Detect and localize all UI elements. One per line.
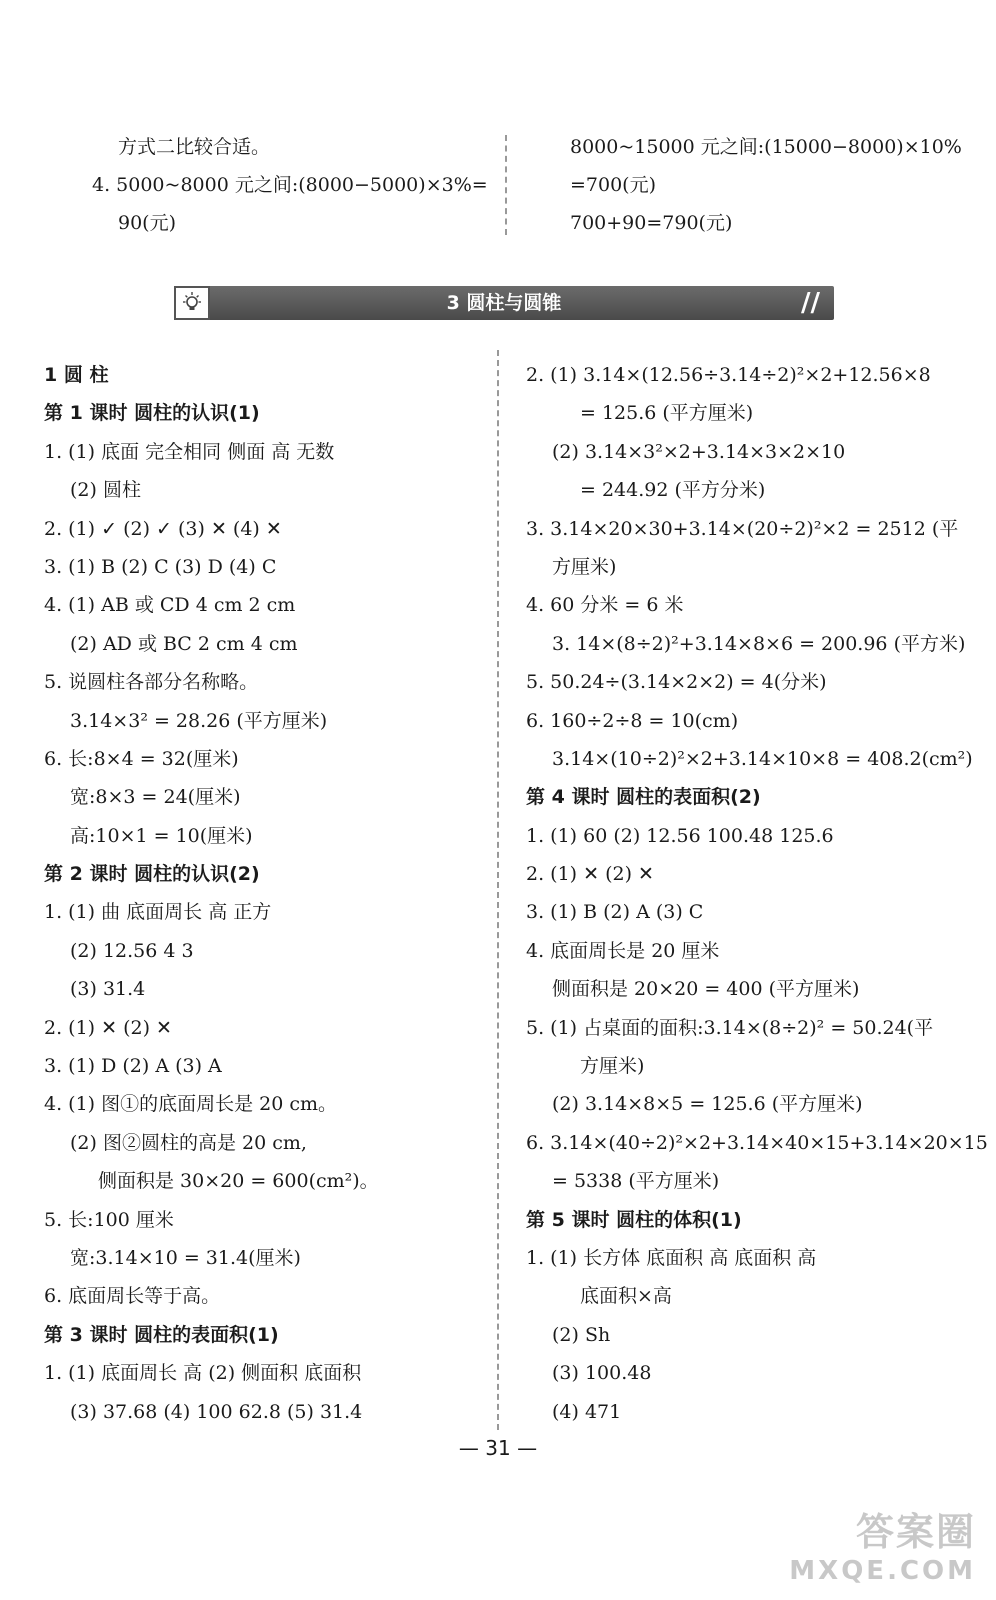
section-heading: 第 5 课时 圆柱的体积(1)	[526, 1208, 742, 1231]
answer-line: 3. 14×(8÷2)²+3.14×8×6 = 200.96 (平方米)	[552, 632, 966, 655]
answer-line: 侧面积是 30×20 = 600(cm²)。	[98, 1170, 379, 1193]
answer-line: 方厘米)	[580, 1055, 645, 1078]
answer-line: (2) 图②圆柱的高是 20 cm,	[70, 1131, 307, 1154]
answer-line: 5. (1) 占桌面的面积:3.14×(8÷2)² = 50.24(平	[526, 1016, 934, 1039]
watermark-logo	[789, 1501, 976, 1586]
answer-line: 6. 160÷2÷8 = 10(cm)	[526, 709, 739, 732]
answer-line: (3) 100.48	[552, 1362, 652, 1385]
answer-line: (2) Sh	[552, 1323, 611, 1346]
section-heading: 1 圆 柱	[44, 364, 109, 386]
section-banner	[174, 286, 834, 320]
answer-line: 5. 50.24÷(3.14×2×2) = 4(分米)	[526, 671, 827, 694]
section-heading: 第 4 课时 圆柱的表面积(2)	[526, 786, 761, 809]
text-line: 方式二比较合适。	[118, 136, 271, 158]
section-heading: 第 2 课时 圆柱的认识(2)	[44, 863, 260, 886]
answer-line: 高:10×1 = 10(厘米)	[70, 824, 253, 847]
text-line: =700(元)	[570, 174, 657, 196]
answer-line: 1. (1) 底面周长 高 (2) 侧面积 底面积	[44, 1362, 362, 1385]
answer-line: 3.14×3² = 28.26 (平方厘米)	[70, 709, 328, 732]
left-answer-column	[44, 356, 494, 1431]
text-line: 700+90=790(元)	[570, 212, 733, 234]
answer-line: = 244.92 (平方分米)	[580, 479, 766, 502]
answer-line: 6. 长:8×4 = 32(厘米)	[44, 747, 239, 770]
watermark-url: MXQE.COM	[789, 1556, 976, 1586]
answer-line: 宽:3.14×10 = 31.4(厘米)	[70, 1246, 301, 1269]
section-heading: 第 1 课时 圆柱的认识(1)	[44, 402, 260, 425]
text-line: 90(元)	[118, 212, 177, 234]
section-heading: 第 3 课时 圆柱的表面积(1)	[44, 1323, 279, 1346]
answer-line: 4. 底面周长是 20 厘米	[526, 939, 720, 962]
answer-line: 5. 长:100 厘米	[44, 1208, 174, 1231]
right-answer-column	[526, 356, 986, 1431]
answer-line: 6. 底面周长等于高。	[44, 1285, 221, 1308]
answer-line: 3. (1) B (2) A (3) C	[526, 901, 704, 924]
answer-line: 宽:8×3 = 24(厘米)	[70, 786, 241, 809]
banner-slash-decoration: //	[801, 288, 820, 318]
answer-line: 2. (1) ✕ (2) ✕	[526, 863, 654, 886]
answer-line: 3. (1) D (2) A (3) A	[44, 1055, 222, 1078]
answer-line: 2. (1) ✕ (2) ✕	[44, 1016, 172, 1039]
answer-line: 6. 3.14×(40÷2)²×2+3.14×40×15+3.14×20×15	[526, 1131, 988, 1154]
answer-line: 5. 说圆柱各部分名称略。	[44, 671, 259, 694]
answer-line: = 125.6 (平方厘米)	[580, 402, 754, 425]
answer-line: (2) 3.14×3²×2+3.14×3×2×10	[552, 440, 846, 463]
answer-line: 2. (1) ✓ (2) ✓ (3) ✕ (4) ✕	[44, 517, 282, 540]
column-divider-top	[505, 135, 507, 235]
answer-line: 1. (1) 底面 完全相同 侧面 高 无数	[44, 440, 335, 463]
answer-line: 4. 60 分米 = 6 米	[526, 594, 684, 617]
answer-line: 2. (1) 3.14×(12.56÷3.14÷2)²×2+12.56×8	[526, 364, 931, 386]
section-title: 3 圆柱与圆锥	[446, 292, 562, 314]
watermark-text: 答案圈	[855, 1510, 976, 1554]
answer-line: 底面积×高	[580, 1285, 672, 1308]
top-continuation	[0, 128, 996, 238]
answer-line: 1. (1) 曲 底面周长 高 正方	[44, 901, 272, 924]
top-left-column	[92, 128, 492, 242]
answer-line: = 5338 (平方厘米)	[552, 1170, 720, 1193]
answer-line: 1. (1) 长方体 底面积 高 底面积 高	[526, 1246, 817, 1269]
answer-line: 3. 3.14×20×30+3.14×(20÷2)²×2 = 2512 (平	[526, 517, 959, 540]
page-number: — 31 —	[458, 1436, 538, 1460]
column-divider-main	[497, 350, 499, 1430]
text-line: 8000~15000 元之间:(15000−8000)×10%	[570, 136, 962, 158]
answer-line: (3) 37.68 (4) 100 62.8 (5) 31.4	[70, 1400, 363, 1423]
answer-line: 3. (1) B (2) C (3) D (4) C	[44, 555, 277, 578]
text-line: 4. 5000~8000 元之间:(8000−5000)×3%=	[92, 174, 488, 196]
answer-line: (2) 圆柱	[70, 479, 141, 502]
answer-line: 4. (1) AB 或 CD 4 cm 2 cm	[44, 594, 296, 617]
answer-line: (4) 471	[552, 1400, 622, 1423]
answer-line: 1. (1) 60 (2) 12.56 100.48 125.6	[526, 824, 834, 847]
answer-line: (2) 3.14×8×5 = 125.6 (平方厘米)	[552, 1093, 863, 1116]
answer-line: 侧面积是 20×20 = 400 (平方厘米)	[552, 978, 860, 1001]
answer-line: 方厘米)	[552, 555, 617, 578]
answer-line: 4. (1) 图①的底面周长是 20 cm。	[44, 1093, 338, 1116]
answer-line: 3.14×(10÷2)²×2+3.14×10×8 = 408.2(cm²)	[552, 747, 973, 770]
answer-line: (3) 31.4	[70, 978, 146, 1001]
top-right-column	[570, 128, 970, 242]
answer-line: (2) AD 或 BC 2 cm 4 cm	[70, 632, 298, 655]
answer-line: (2) 12.56 4 3	[70, 939, 194, 962]
